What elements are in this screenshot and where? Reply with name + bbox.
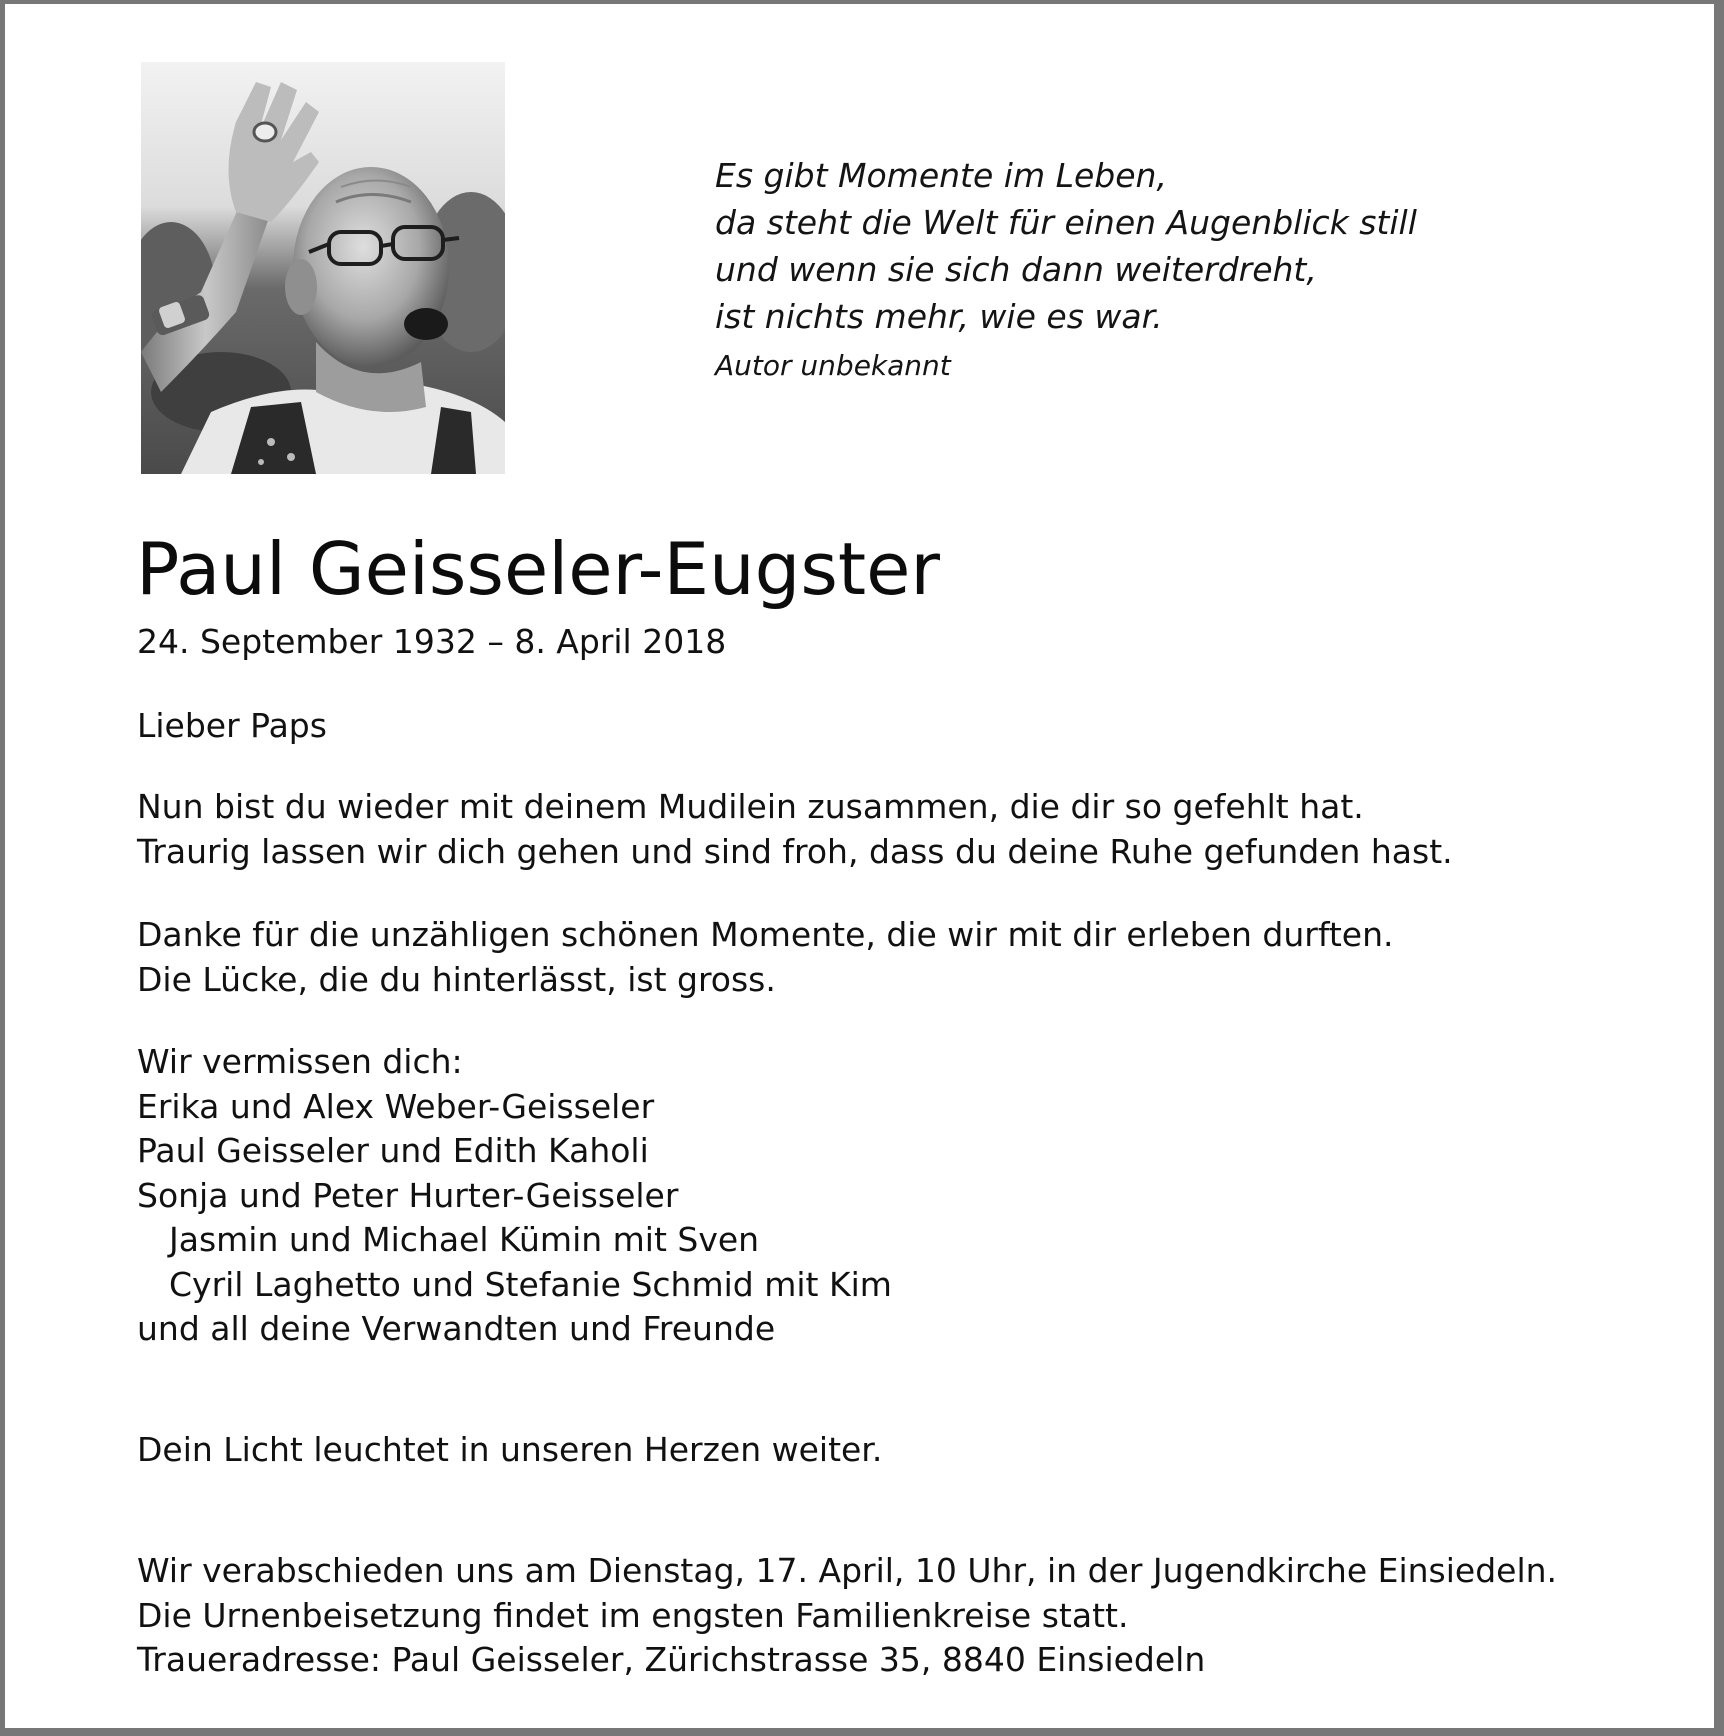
family-list	[137, 1040, 892, 1352]
paragraph-line: Die Lücke, die du hinterlässt, ist gross.	[137, 959, 776, 999]
paragraph-line: Traurig lassen wir dich gehen und sind froh, dass du deine Ruhe gefunden hast.	[137, 831, 1453, 871]
info-line: Traueradresse: Paul Geisseler, Zürichstrasse 35, 8840 Einsiedeln	[137, 1640, 1206, 1679]
grandchild-entry: Jasmin und Michael Kümin mit Sven	[169, 1220, 760, 1259]
quote-line: Es gibt Momente im Leben,	[715, 156, 1167, 195]
family-member: Paul Geisseler und Edith Kaholi	[137, 1131, 649, 1170]
salutation: Lieber Paps	[137, 706, 327, 745]
service-info	[137, 1549, 1557, 1683]
quote-line: ist nichts mehr, wie es war.	[715, 297, 1163, 336]
info-line: Wir verabschieden uns am Dienstag, 17. April, 10 Uhr, in der Jugendkirche Einsiedeln.	[137, 1551, 1558, 1590]
family-member: Erika und Alex Weber-Geisseler	[137, 1086, 655, 1126]
family-others: und all deine Verwandten und Freunde	[137, 1309, 776, 1348]
message-paragraph-1	[137, 785, 1453, 874]
quote-author: Autor unbekannt	[715, 349, 951, 382]
info-line: Die Urnenbeisetzung findet im engsten Familienkreise statt.	[137, 1595, 1129, 1635]
quote-line: da steht die Welt für einen Augenblick still	[715, 203, 1417, 242]
portrait-photo	[141, 62, 505, 474]
grandchild-entry: Cyril Laghetto und Stefanie Schmid mit Kim	[169, 1264, 892, 1304]
life-dates: 24. September 1932 – 8. April 2018	[137, 622, 727, 661]
closing-line: Dein Licht leuchtet in unseren Herzen weiter.	[137, 1430, 883, 1469]
family-intro: Wir vermissen dich:	[137, 1042, 463, 1081]
family-member: Sonja und Peter Hurter-Geisseler	[137, 1175, 679, 1215]
quote-line: und wenn sie sich dann weiterdreht,	[715, 250, 1317, 289]
quote	[715, 152, 1655, 340]
paragraph-line: Danke für die unzähligen schönen Momente, die wir mit dir erleben durften.	[137, 915, 1394, 954]
deceased-name: Paul Geisseler-Eugster	[136, 527, 940, 611]
paragraph-line: Nun bist du wieder mit deinem Mudilein zusammen, die dir so gefehlt hat.	[137, 787, 1364, 826]
portrait-image	[141, 62, 505, 474]
message-paragraph-2	[137, 913, 1394, 1002]
